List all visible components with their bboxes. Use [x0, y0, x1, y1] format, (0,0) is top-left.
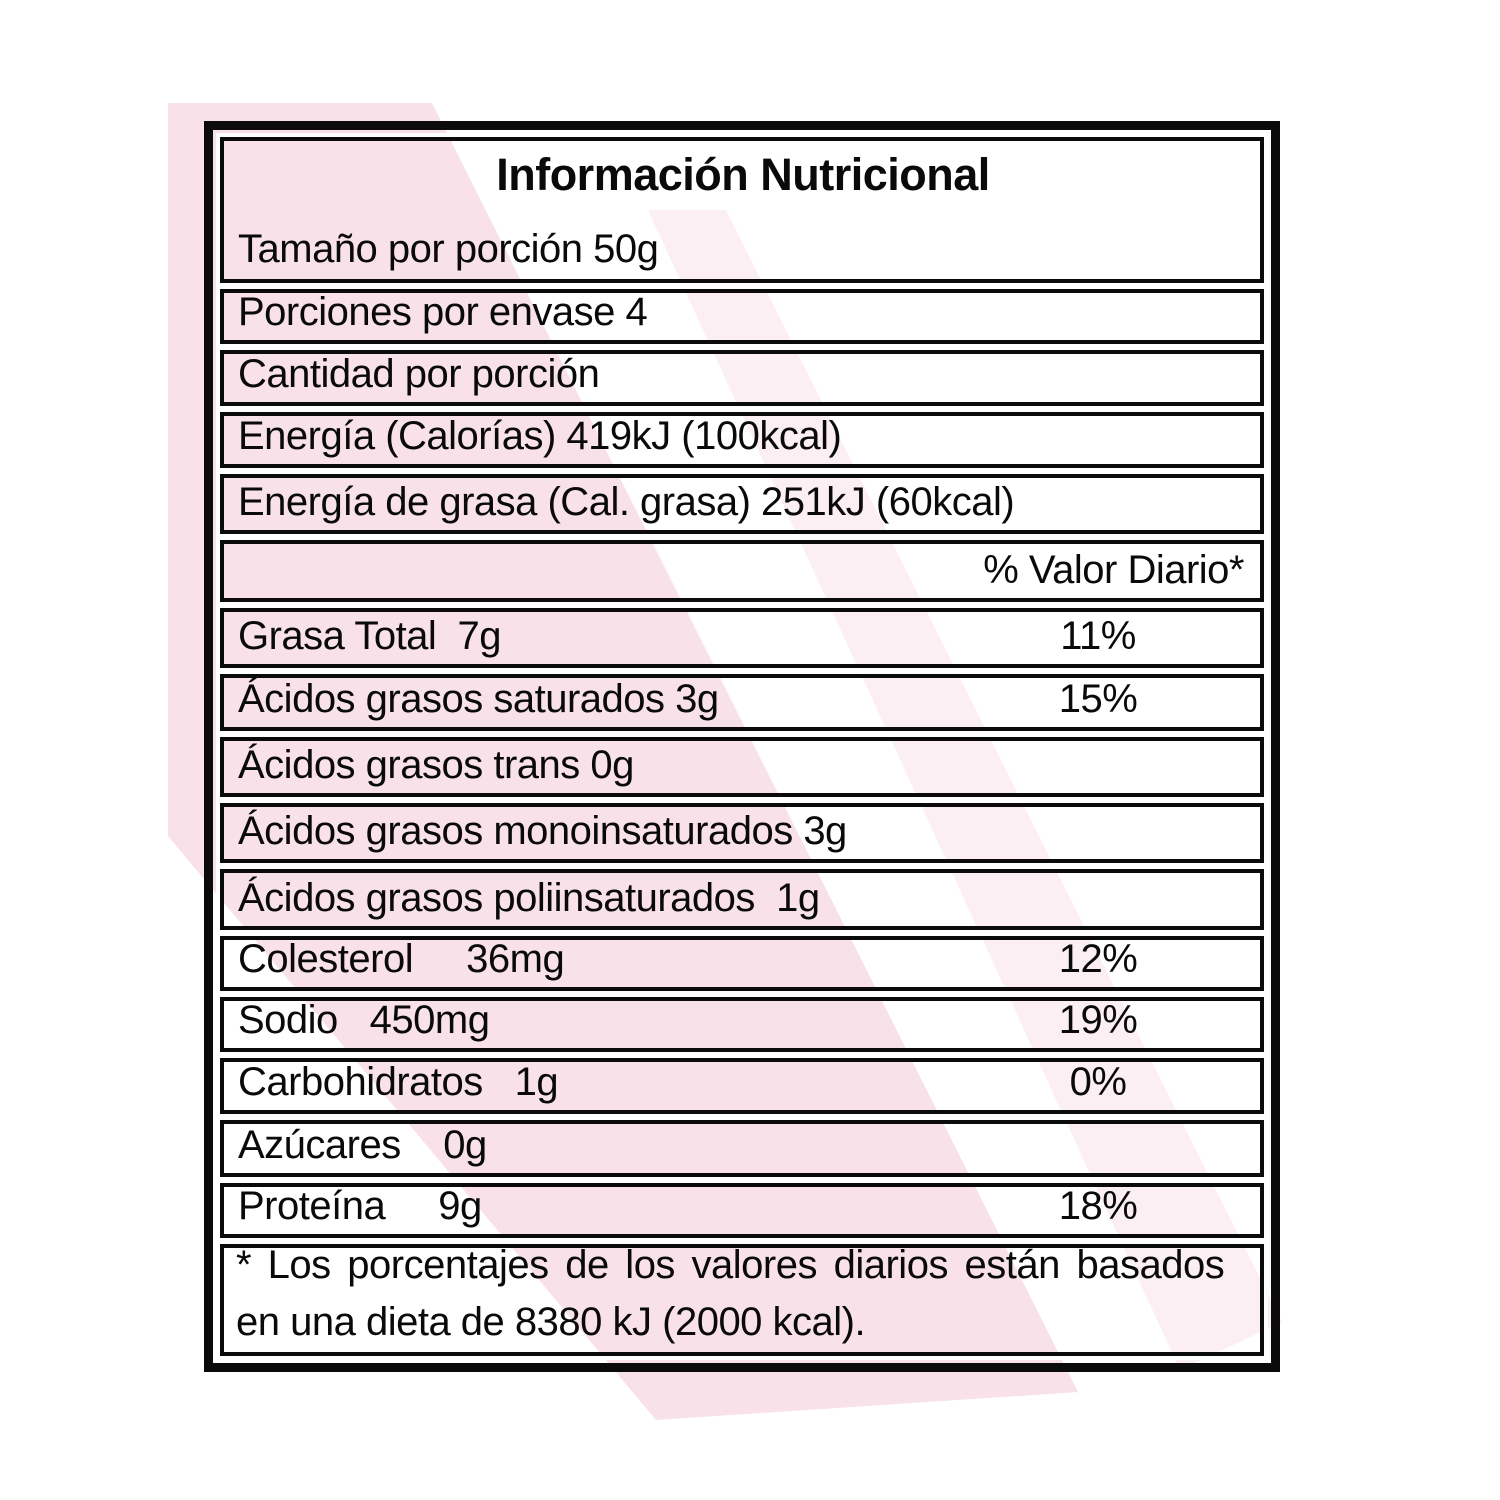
- nutrient-label: Grasa Total 7g: [238, 613, 502, 658]
- label-title: Información Nutricional: [496, 149, 990, 200]
- nutrient-label: Ácidos grasos trans 0g: [238, 742, 634, 787]
- amount-per-serving-row: [220, 350, 1264, 406]
- nutrient-row-sugars: [220, 1120, 1264, 1177]
- nutrient-row-polyunsaturated-fat: [220, 869, 1264, 930]
- footnote-box: [220, 1244, 1264, 1356]
- nutrient-label: Carbohidratos 1g: [238, 1059, 559, 1104]
- nutrient-row-saturated-fat: [220, 674, 1264, 731]
- footnote-line-1: * Los porcentajes de los valores diarios están basados: [236, 1242, 1225, 1287]
- nutrient-row-trans-fat: [220, 737, 1264, 797]
- nutrient-row-protein: [220, 1183, 1264, 1238]
- footnote-line-2: en una dieta de 8380 kJ (2000 kcal).: [236, 1299, 866, 1344]
- nutrient-label: Ácidos grasos monoinsaturados 3g: [238, 808, 847, 853]
- serving-size: Tamaño por porción 50g: [238, 226, 659, 271]
- nutrient-pct: 0%: [1069, 1059, 1127, 1104]
- amount-per-serving: Cantidad por porción: [238, 351, 600, 396]
- nutrient-row-sodium: [220, 997, 1264, 1052]
- nutrient-pct: 19%: [1058, 997, 1138, 1042]
- nutrient-row-carbohydrates: [220, 1058, 1264, 1114]
- nutrient-label: Colesterol 36mg: [238, 936, 565, 981]
- nutrient-pct: 15%: [1058, 676, 1138, 721]
- nutrient-pct: 18%: [1058, 1183, 1138, 1228]
- nutrient-pct: 11%: [1060, 613, 1136, 658]
- daily-value-header-row: [220, 540, 1264, 602]
- nutrient-row-cholesterol: [220, 936, 1264, 991]
- nutrient-label: Proteína 9g: [238, 1183, 482, 1228]
- servings-per-container: Porciones por envase 4: [238, 289, 648, 334]
- energy-from-fat-row: [220, 474, 1264, 534]
- header-box: [220, 137, 1264, 283]
- nutrition-facts-table: [204, 121, 1280, 1372]
- nutrient-label: Ácidos grasos saturados 3g: [238, 676, 719, 721]
- nutrient-row-monounsaturated-fat: [220, 803, 1264, 863]
- servings-per-container-row: [220, 289, 1264, 344]
- energy-from-fat-value: Energía de grasa (Cal. grasa) 251kJ (60kcal): [238, 479, 1015, 524]
- daily-value-header: % Valor Diario*: [983, 547, 1244, 592]
- nutrient-label: Sodio 450mg: [238, 997, 490, 1042]
- energy-row: [220, 412, 1264, 468]
- nutrient-label: Ácidos grasos poliinsaturados 1g: [238, 875, 820, 920]
- nutrient-pct: 12%: [1058, 936, 1138, 981]
- nutrient-row-total-fat: [220, 608, 1264, 668]
- energy-value: Energía (Calorías) 419kJ (100kcal): [238, 413, 842, 458]
- nutrient-label: Azúcares 0g: [238, 1122, 487, 1167]
